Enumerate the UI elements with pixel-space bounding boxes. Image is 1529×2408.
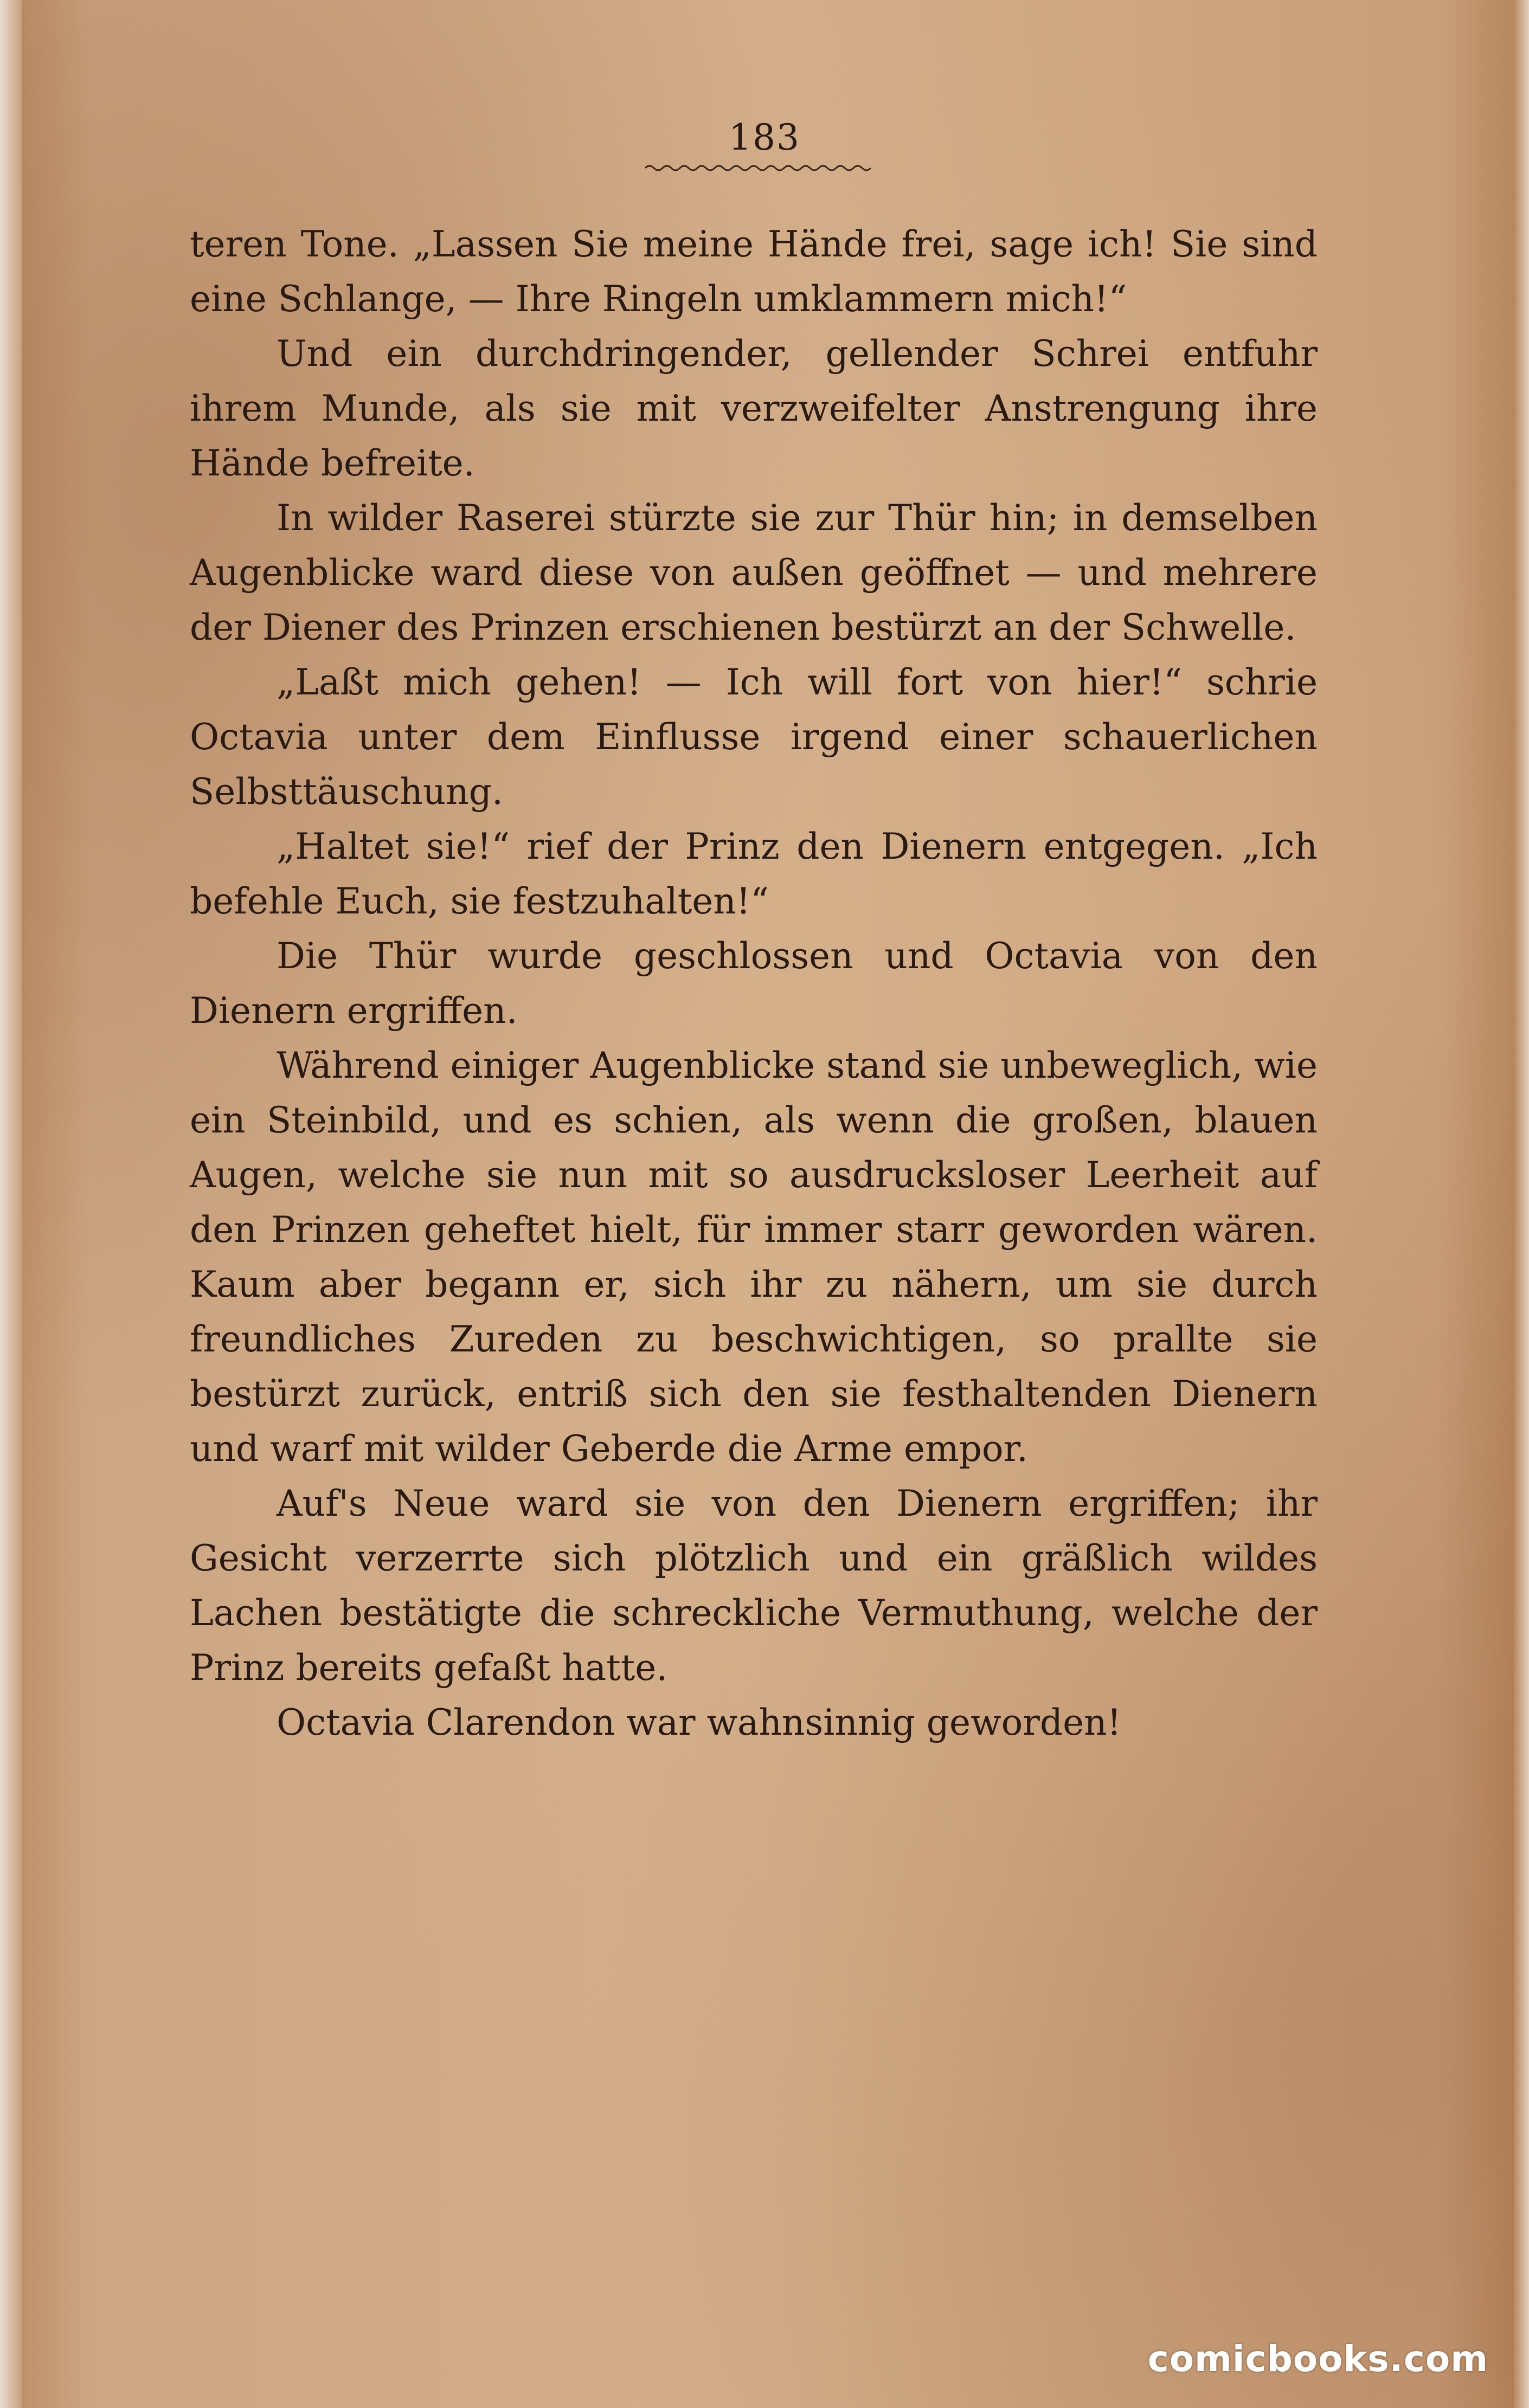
page-number: 183 — [729, 117, 800, 158]
paragraph-2: Und ein durchdringender, gellender Schrei entfuhr ihrem Munde, als sie mit verzweifelter Anstrengung ihre Hände befreite. — [190, 333, 1318, 484]
paragraph-1: teren Tone. „Lassen Sie meine Hände frei, sage ich! Sie sind eine Schlange, — Ihre Ringeln umklammern mich!“ — [190, 223, 1318, 320]
paragraph-8: Auf's Neue ward sie von den Dienern ergriffen; ihr Gesicht verzerrte sich plötzlich und ein gräßlich wildes Lachen bestätigte die schreckliche Vermuthung, welche der Prinz bereits gefaßt hatte. — [190, 1483, 1318, 1689]
watermark: comicbooks.com — [1147, 2338, 1488, 2380]
paragraph-9: Octavia Clarendon war wahnsinnig geworden! — [277, 1702, 1122, 1743]
body-text — [190, 217, 1318, 1750]
paragraph-3: In wilder Raserei stürzte sie zur Thür hin; in demselben Augenblicke ward diese von außen geöffnet — und mehrere der Diener des Prinzen erschienen bestürzt an der Schwelle. — [190, 497, 1318, 648]
paragraph-5: „Haltet sie!“ rief der Prinz den Dienern entgegen. „Ich befehle Euch, sie festzuhalten!“ — [190, 826, 1318, 922]
page-edge-left — [0, 0, 22, 2408]
decorative-wavy-rule — [645, 163, 873, 173]
paragraph-6: Die Thür wurde geschlossen und Octavia von den Dienern ergriffen. — [190, 935, 1318, 1032]
paragraph-7: Während einiger Augenblicke stand sie unbeweglich, wie ein Steinbild, und es schien, als wenn die großen, blauen Augen, welche sie nun mit so ausdrucksloser Leerheit auf den Prinzen geheftet hielt, für immer starr geworden wären. Kaum aber begann er, sich ihr zu nähern, um sie durch freundliches Zureden zu beschwichtigen, so prallte sie bestürzt zurück, entriß sich den sie festhaltenden Dienern und warf mit wilder Geberde die Arme empor. — [190, 1045, 1318, 1470]
paragraph-4: „Laßt mich gehen! — Ich will fort von hier!“ schrie Octavia unter dem Einflusse irgend einer schauerlichen Selbsttäuschung. — [190, 661, 1318, 813]
page-edge-right — [1514, 0, 1529, 2408]
